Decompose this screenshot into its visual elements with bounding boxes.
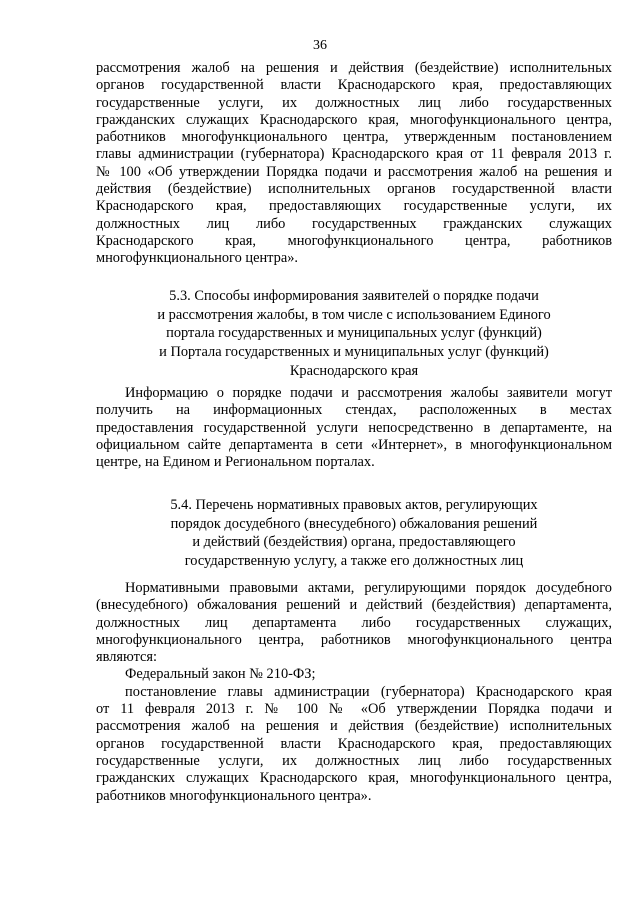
text-line: многофункционального центра, работников многофункционального центра: [96, 631, 612, 648]
paragraph-information-ways: [96, 385, 612, 471]
heading-line: государственную услугу, а также его должностных лиц: [184, 553, 524, 570]
text-line: центре, на Едином и Региональном порталах.: [96, 454, 375, 471]
text-line: являются:: [96, 649, 158, 666]
page-number: 36: [313, 38, 327, 53]
text-line: от 11 февраля 2013 г. № 100 № «Об утверждении Порядка подачи и: [96, 701, 612, 718]
text-line: действия (бездействие) исполнительных органов государственной власти: [96, 181, 612, 198]
text-line: рассмотрения жалоб на решения и действия (бездействие) исполнительных: [96, 718, 612, 735]
text-line: Краснодарского края, предоставляющих государственные услуги, их: [96, 198, 612, 215]
section-heading-5-3: [96, 287, 612, 381]
heading-line: и Портала государственных и муниципальных услуг (функций): [159, 344, 549, 361]
heading-line: портала государственных и муниципальных услуг (функций): [166, 325, 542, 342]
heading-line: 5.4. Перечень нормативных правовых актов, регулирующих: [170, 497, 538, 513]
heading-line: и действий (бездействия) органа, предоставляющего: [192, 534, 516, 551]
text-line: работников многофункционального центра».: [96, 787, 372, 804]
text-line: государственные услуги, их должностных лиц либо государственных: [96, 94, 612, 111]
text-line: должностных лиц департамента либо государственных служащих,: [96, 614, 612, 631]
heading-line: и рассмотрения жалобы, в том числе с использованием Единого: [157, 306, 551, 323]
text-line: работников многофункционального центра, утвержденным постановлением: [96, 129, 612, 146]
heading-line: Краснодарского края: [289, 362, 419, 379]
text-line: государственные услуги, их должностных лиц либо государственных: [96, 752, 612, 769]
paragraph-legal-acts: [96, 580, 612, 805]
text-line: органов государственной власти Краснодарского края, предоставляющих: [96, 77, 612, 94]
text-line: Федеральный закон № 210-ФЗ;: [125, 666, 316, 683]
text-line: многофункционального центра».: [96, 250, 299, 267]
text-line: Информацию о порядке подачи и рассмотрения жалобы заявители могут: [125, 385, 612, 401]
text-line: органов государственной власти Краснодарского края, предоставляющих: [96, 735, 612, 752]
text-line: получить на информационных стендах, расположенных в местах: [96, 402, 612, 419]
heading-line: 5.3. Способы информирования заявителей о порядке подачи: [169, 288, 539, 304]
text-line: рассмотрения жалоб на решения и действия (бездействие) исполнительных: [96, 60, 612, 76]
text-line: Нормативными правовыми актами, регулирующими порядок досудебного: [125, 580, 612, 596]
text-line: официальном сайте департамента в сети «Интернет», в многофункциональном: [96, 436, 612, 453]
heading-line: порядок досудебного (внесудебного) обжалования решений: [170, 515, 538, 532]
text-line: должностных лиц либо государственных гражданских служащих: [96, 215, 612, 232]
text-line: предоставления государственной услуги непосредственно в департаменте, на: [96, 419, 612, 436]
text-line: главы администрации (губернатора) Краснодарского края от 11 февраля 2013 г.: [96, 146, 612, 163]
text-line: Краснодарского края, многофункционального центра, работников: [96, 232, 612, 249]
text-line: № 100 «Об утверждении Порядка подачи и рассмотрения жалоб на решения и: [96, 163, 612, 180]
text-line: (внесудебного) обжалования решений и действий (бездействия) департамента,: [96, 597, 612, 614]
text-line: гражданских служащих Краснодарского края, многофункционального центра,: [96, 770, 612, 787]
text-line: гражданских служащих Краснодарского края, многофункционального центра,: [96, 111, 612, 128]
section-heading-5-4: [96, 496, 612, 571]
paragraph-complaint-procedure-continued: [96, 60, 612, 268]
text-line: постановление главы администрации (губернатора) Краснодарского края: [125, 683, 612, 700]
